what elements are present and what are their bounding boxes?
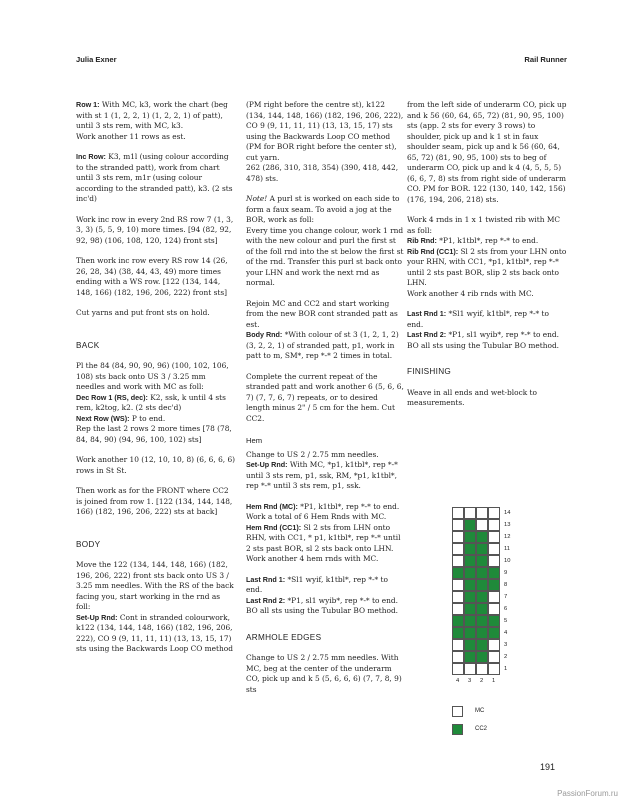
armhole-heading: ARMHOLE EDGES	[246, 632, 322, 642]
chart-cell	[476, 519, 488, 531]
armhole-last2-label: Last Rnd 2:	[407, 330, 447, 339]
page-number: 191	[539, 762, 555, 772]
chart-cell	[464, 555, 476, 567]
chart-cell	[488, 579, 500, 591]
chart-row-number: 5	[504, 618, 508, 624]
body-rnd-paragraph	[246, 330, 404, 362]
row1-label: Row 1:	[76, 100, 100, 109]
chart-cell	[488, 615, 500, 627]
inc-row-text: K3, m1l (using colour according to the stranded patt), work from chart until 3 sts rem, m1r (using colour according to the stranded patt), k3. (2 sts inc'd)	[76, 152, 233, 203]
note-paragraph	[246, 194, 404, 226]
back-intro: Pl the 84 (84, 90, 90, 96) (100, 102, 106, 108) sts back onto US 3 / 3.25 mm needles and work with MC as foll:	[76, 361, 229, 391]
chart-row-number: 13	[504, 522, 511, 528]
chart-cell	[488, 627, 500, 639]
rib-cc1-text: Sl 2 sts from your LHN onto your RHN, with CC1, *p1, k1tbl*, rep *-* until 2 sts past BOR, slip 2 sts back onto LHN.	[407, 246, 567, 287]
last-rnd2-label: Last Rnd 2:	[246, 595, 286, 605]
chart-cell	[464, 651, 476, 663]
chart-cell	[464, 531, 476, 543]
chart-cell	[464, 579, 476, 591]
hem-mc-label: Hem Rnd (MC):	[246, 501, 298, 511]
body-rnd-label: Body Rnd:	[246, 330, 283, 339]
next-row-label: Next Row (WS):	[76, 413, 130, 423]
inc-row-paragraph	[76, 152, 236, 205]
hem-setup-text: With MC, *p1, k1tbl*, rep *-* until 3 sts rem, p1, ssk, RM, *p1, k1tbl*, rep *-* until 3 sts rem, p1, ssk.	[246, 460, 398, 490]
setup-rnd-label: Set-Up Rnd:	[76, 612, 118, 622]
chart-cell	[476, 615, 488, 627]
chart-row-number: 8	[504, 582, 508, 588]
chart-cell	[452, 603, 464, 615]
column-2	[246, 100, 404, 705]
stitch-count: 262 (286, 310, 318, 354) (390, 418, 442, 478) sts.	[246, 163, 399, 183]
body-heading: BODY	[76, 539, 101, 549]
chart-cell	[452, 627, 464, 639]
chart-row-number: 14	[504, 510, 511, 516]
armhole-bind-off: BO all sts using the Tubular BO method.	[407, 340, 560, 350]
chart-cell	[452, 567, 464, 579]
author-name: Julia Exner	[76, 55, 117, 64]
body-rnd-text: *With colour of st 3 (1, 2, 1, 2) (3, 2, 2, 1) of stranded patt, p1, work in patt to m, SM*, rep *-* 2 times in total.	[246, 330, 399, 360]
next-row-text: P to end.	[129, 413, 166, 423]
chart-cell	[464, 639, 476, 651]
armhole-last2	[407, 330, 567, 341]
rejoin-paragraph: Rejoin MC and CC2 and start working from the new BOR cont stranded patt as est.	[246, 298, 398, 329]
body-intro: Move the 122 (134, 144, 148, 166) (182, 196, 206, 222) front sts back onto US 3 / 3.25 mm needles. With the RS of the back facing you, start working in the rnd as foll:	[76, 560, 234, 611]
armhole-last2-text: *P1, sl1 wyib*, rep *-* to end.	[446, 330, 559, 339]
chart-cell	[488, 555, 500, 567]
complete-repeat-paragraph: Complete the current repeat of the stranded patt and work another 6 (5, 6, 6, 7) (7, 7, 6, 7) repeats, or to desired length minus 2" / 5 cm for the hem. Cut CC2.	[246, 371, 404, 423]
chart-cell	[452, 543, 464, 555]
hem-needles: Change to US 2 / 2.75 mm needles.	[246, 449, 379, 459]
hem-heading: Hem	[246, 436, 263, 445]
chart-cell	[476, 531, 488, 543]
back-st-st: Work another 10 (12, 10, 10, 8) (6, 6, 6, 6) rows in St St.	[76, 455, 236, 475]
chart-cell	[464, 603, 476, 615]
chart-row-number: 1	[504, 666, 508, 672]
inc-repeat-paragraph: Work inc row in every 2nd RS row 7 (1, 3, 3, 3) (5, 5, 9, 10) more times. [94 (82, 92, 92, 98) (106, 108, 120, 124) front sts]	[76, 214, 234, 245]
rib-cc1-label: Rib Rnd (CC1):	[407, 246, 459, 256]
hem-setup-label: Set-Up Rnd:	[246, 460, 288, 469]
chart-cell	[452, 507, 464, 519]
cut-yarns-paragraph: Cut yarns and put front sts on hold.	[76, 308, 210, 317]
hem-cc1-label: Hem Rnd (CC1):	[246, 522, 302, 532]
chart-cell	[464, 543, 476, 555]
chart-cell	[464, 663, 476, 675]
last-rnd1-label: Last Rnd 1:	[246, 574, 286, 584]
rib-rnd-paragraph	[407, 236, 567, 247]
chart-cell	[464, 567, 476, 579]
last-rnd1-text: *Sl1 wyif, k1tbl*, rep *-* to end.	[246, 574, 388, 594]
chart-cell	[488, 651, 500, 663]
chart-cell	[476, 591, 488, 603]
hem-mc-total: Work a total of 6 Hem Rnds with MC.	[246, 512, 387, 521]
rib-cc1-paragraph	[407, 247, 567, 289]
chart-cell	[464, 519, 476, 531]
chart-cell	[464, 615, 476, 627]
legend-mc-label: MC	[475, 708, 485, 714]
chart-col-number: 1	[492, 678, 496, 684]
chart-cell	[476, 639, 488, 651]
pickup-paragraph: from the left side of underarm CO, pick up and k 56 (60, 64, 65, 72) (81, 90, 95, 100) sts (app. 2 sts for every 3 rows) to shoulder, pick up and k 1 st in faux shoulder seam, pick up and k 56 (60, 64, 65, 72) (81, 90, 95, 100) sts to beg of underarm CO, pick up and k 4 (4, 5, 5, 5) (6, 6, 7, 8) sts from right side of underarm CO. PM for BOR. 122 (130, 140, 142, 156) (176, 194, 206, 218) sts.	[407, 100, 567, 204]
back-heading: BACK	[76, 340, 100, 350]
chart-cell	[452, 651, 464, 663]
chart-row-number: 4	[504, 630, 508, 636]
note-text: A purl st is worked on each side to form a faux seam. To avoid a jog at the BOR, work as foll:	[246, 194, 400, 224]
hem-mc-text: *P1, k1tbl*, rep *-* to end.	[297, 501, 400, 511]
rib-rnd-label: Rib Rnd:	[407, 236, 437, 245]
chart-cell	[476, 663, 488, 675]
chart-cell	[488, 567, 500, 579]
setup-rnd-text: Cont in stranded colourwork, k122 (134, 144, 148, 166) (182, 196, 206, 222), CO 9 (9, 11, 11, 11) (13, 13, 15, 17) sts using the Backwards Loop CO method	[76, 612, 233, 653]
last-rnd1-paragraph	[246, 575, 404, 596]
chart-cell	[488, 663, 500, 675]
rib-continue: Work another 4 rib rnds with MC.	[407, 288, 534, 298]
hem-cc1-paragraph	[246, 523, 404, 555]
chart-row-number: 7	[504, 594, 508, 600]
chart-cell	[476, 651, 488, 663]
colour-change-paragraph: Every time you change colour, work 1 rnd with the new colour and purl the first st of the foll rnd into the st below the first st of the rnd. Transfer this purl st back onto your LHN and work the next rnd as normal.	[246, 225, 404, 287]
dec-row-text: K2, ssk, k until 4 sts rem, k2tog, k2. (2 sts dec'd)	[76, 392, 226, 412]
chart-cell	[452, 555, 464, 567]
row1-text: With MC, k3, work the chart (beg with st 1 (1, 2, 2, 1) (1, 2, 2, 1) of patt), until 3 sts rem, with MC, k3.	[76, 100, 228, 130]
chart-cell	[476, 603, 488, 615]
chart-cell	[476, 627, 488, 639]
armhole-last1-label: Last Rnd 1:	[407, 309, 447, 318]
dec-row-label: Dec Row 1 (RS, dec):	[76, 392, 148, 402]
bind-off-paragraph: BO all sts using the Tubular BO method.	[246, 606, 399, 615]
chart-cell	[488, 531, 500, 543]
note-label: Note!	[246, 194, 268, 203]
legend-cc2-swatch	[452, 724, 463, 735]
column-3	[407, 100, 567, 419]
chart-row-number: 11	[504, 546, 511, 552]
last-rnd2-text: *P1, sl1 wyib*, rep *-* to end.	[285, 595, 398, 605]
hem-setup-paragraph	[246, 460, 404, 492]
chart-row-number: 12	[504, 534, 511, 540]
pattern-title: Rail Runner	[524, 55, 567, 64]
dec-row-paragraph	[76, 393, 236, 414]
chart-cell	[452, 579, 464, 591]
chart-col-number: 2	[480, 678, 484, 684]
chart-row-number: 9	[504, 570, 508, 576]
body-continue: (PM right before the centre st), k122 (134, 144, 148, 166) (182, 196, 206, 222), CO 9 (9, 11, 11, 11) (13, 13, 15, 17) sts using the Backwards Loop CO method (PM for BOR right before the center st), cut yarn.	[246, 100, 404, 162]
hem-cc1-continue: Work another 4 hem rnds with MC.	[246, 554, 379, 563]
last-rnd2-paragraph	[246, 596, 404, 607]
finishing-text: Weave in all ends and wet-block to measurements.	[407, 387, 537, 407]
armhole-intro: Change to US 2 / 2.75 mm needles. With MC, beg at the center of the underarm CO, pick up and k 5 (5, 6, 6, 6) (7, 7, 8, 9) sts	[246, 653, 402, 694]
chart-cell	[452, 531, 464, 543]
chart-cell	[488, 543, 500, 555]
armhole-last1	[407, 309, 567, 330]
chart-cell	[464, 591, 476, 603]
chart-cell	[452, 591, 464, 603]
chart-row-number: 2	[504, 654, 508, 660]
row1-paragraph	[76, 100, 236, 132]
legend-cc2-label: CC2	[475, 726, 488, 732]
chart-row-number: 6	[504, 606, 508, 612]
hem-mc-paragraph	[246, 502, 404, 513]
back-as-front: Then work as for the FRONT where CC2 is joined from row 1. [122 (134, 144, 148, 166) (182, 196, 206, 222) sts at back]	[76, 486, 233, 516]
chart-col-number: 3	[468, 678, 472, 684]
chart-cell	[452, 663, 464, 675]
armhole-last1-text: *Sl1 wyif, k1tbl*, rep *-* to end.	[407, 309, 549, 329]
inc-row-label: Inc Row:	[76, 152, 106, 161]
chart-cell	[476, 543, 488, 555]
chart-col-number: 4	[456, 678, 460, 684]
chart-cell	[488, 639, 500, 651]
next-row-paragraph	[76, 414, 236, 425]
chart-cell	[476, 579, 488, 591]
chart-cell	[488, 591, 500, 603]
rib-rnd-text: *P1, k1tbl*, rep *-* to end.	[436, 236, 539, 245]
rib-intro: Work 4 rnds in 1 x 1 twisted rib with MC as foll:	[407, 215, 561, 235]
hem-cc1-text: Sl 2 sts from LHN onto RHN, with CC1, * p1, k1tbl*, rep *-* until 2 sts past BOR, sl 2 sts back onto LHN.	[246, 522, 401, 553]
chart-cell	[476, 567, 488, 579]
inc-every-rs-paragraph: Then work inc row every RS row 14 (26, 26, 28, 34) (38, 44, 43, 49) more times ending with a WS row. [122 (134, 144, 148, 166) (182, 196, 206, 222) front sts]	[76, 256, 228, 297]
chart-cell	[488, 507, 500, 519]
chart-cell	[476, 507, 488, 519]
row1-continue: Work another 11 rows as est.	[76, 131, 186, 141]
watermark: PassionForum.ru	[557, 789, 618, 798]
body-setup-paragraph	[76, 613, 236, 655]
chart-cell	[452, 615, 464, 627]
chart-cell	[452, 519, 464, 531]
chart-cell	[488, 603, 500, 615]
chart-cell	[488, 519, 500, 531]
legend-mc-swatch	[452, 706, 463, 717]
chart-cell	[476, 555, 488, 567]
chart-row-number: 10	[504, 558, 511, 564]
back-repeat: Rep the last 2 rows 2 more times [78 (78, 84, 84, 90) (94, 96, 100, 102) sts]	[76, 424, 232, 444]
chart-cell	[464, 627, 476, 639]
chart-row-number: 3	[504, 642, 508, 648]
chart-cell	[452, 639, 464, 651]
column-1	[76, 100, 236, 655]
finishing-heading: FINISHING	[407, 367, 452, 376]
chart-cell	[464, 507, 476, 519]
